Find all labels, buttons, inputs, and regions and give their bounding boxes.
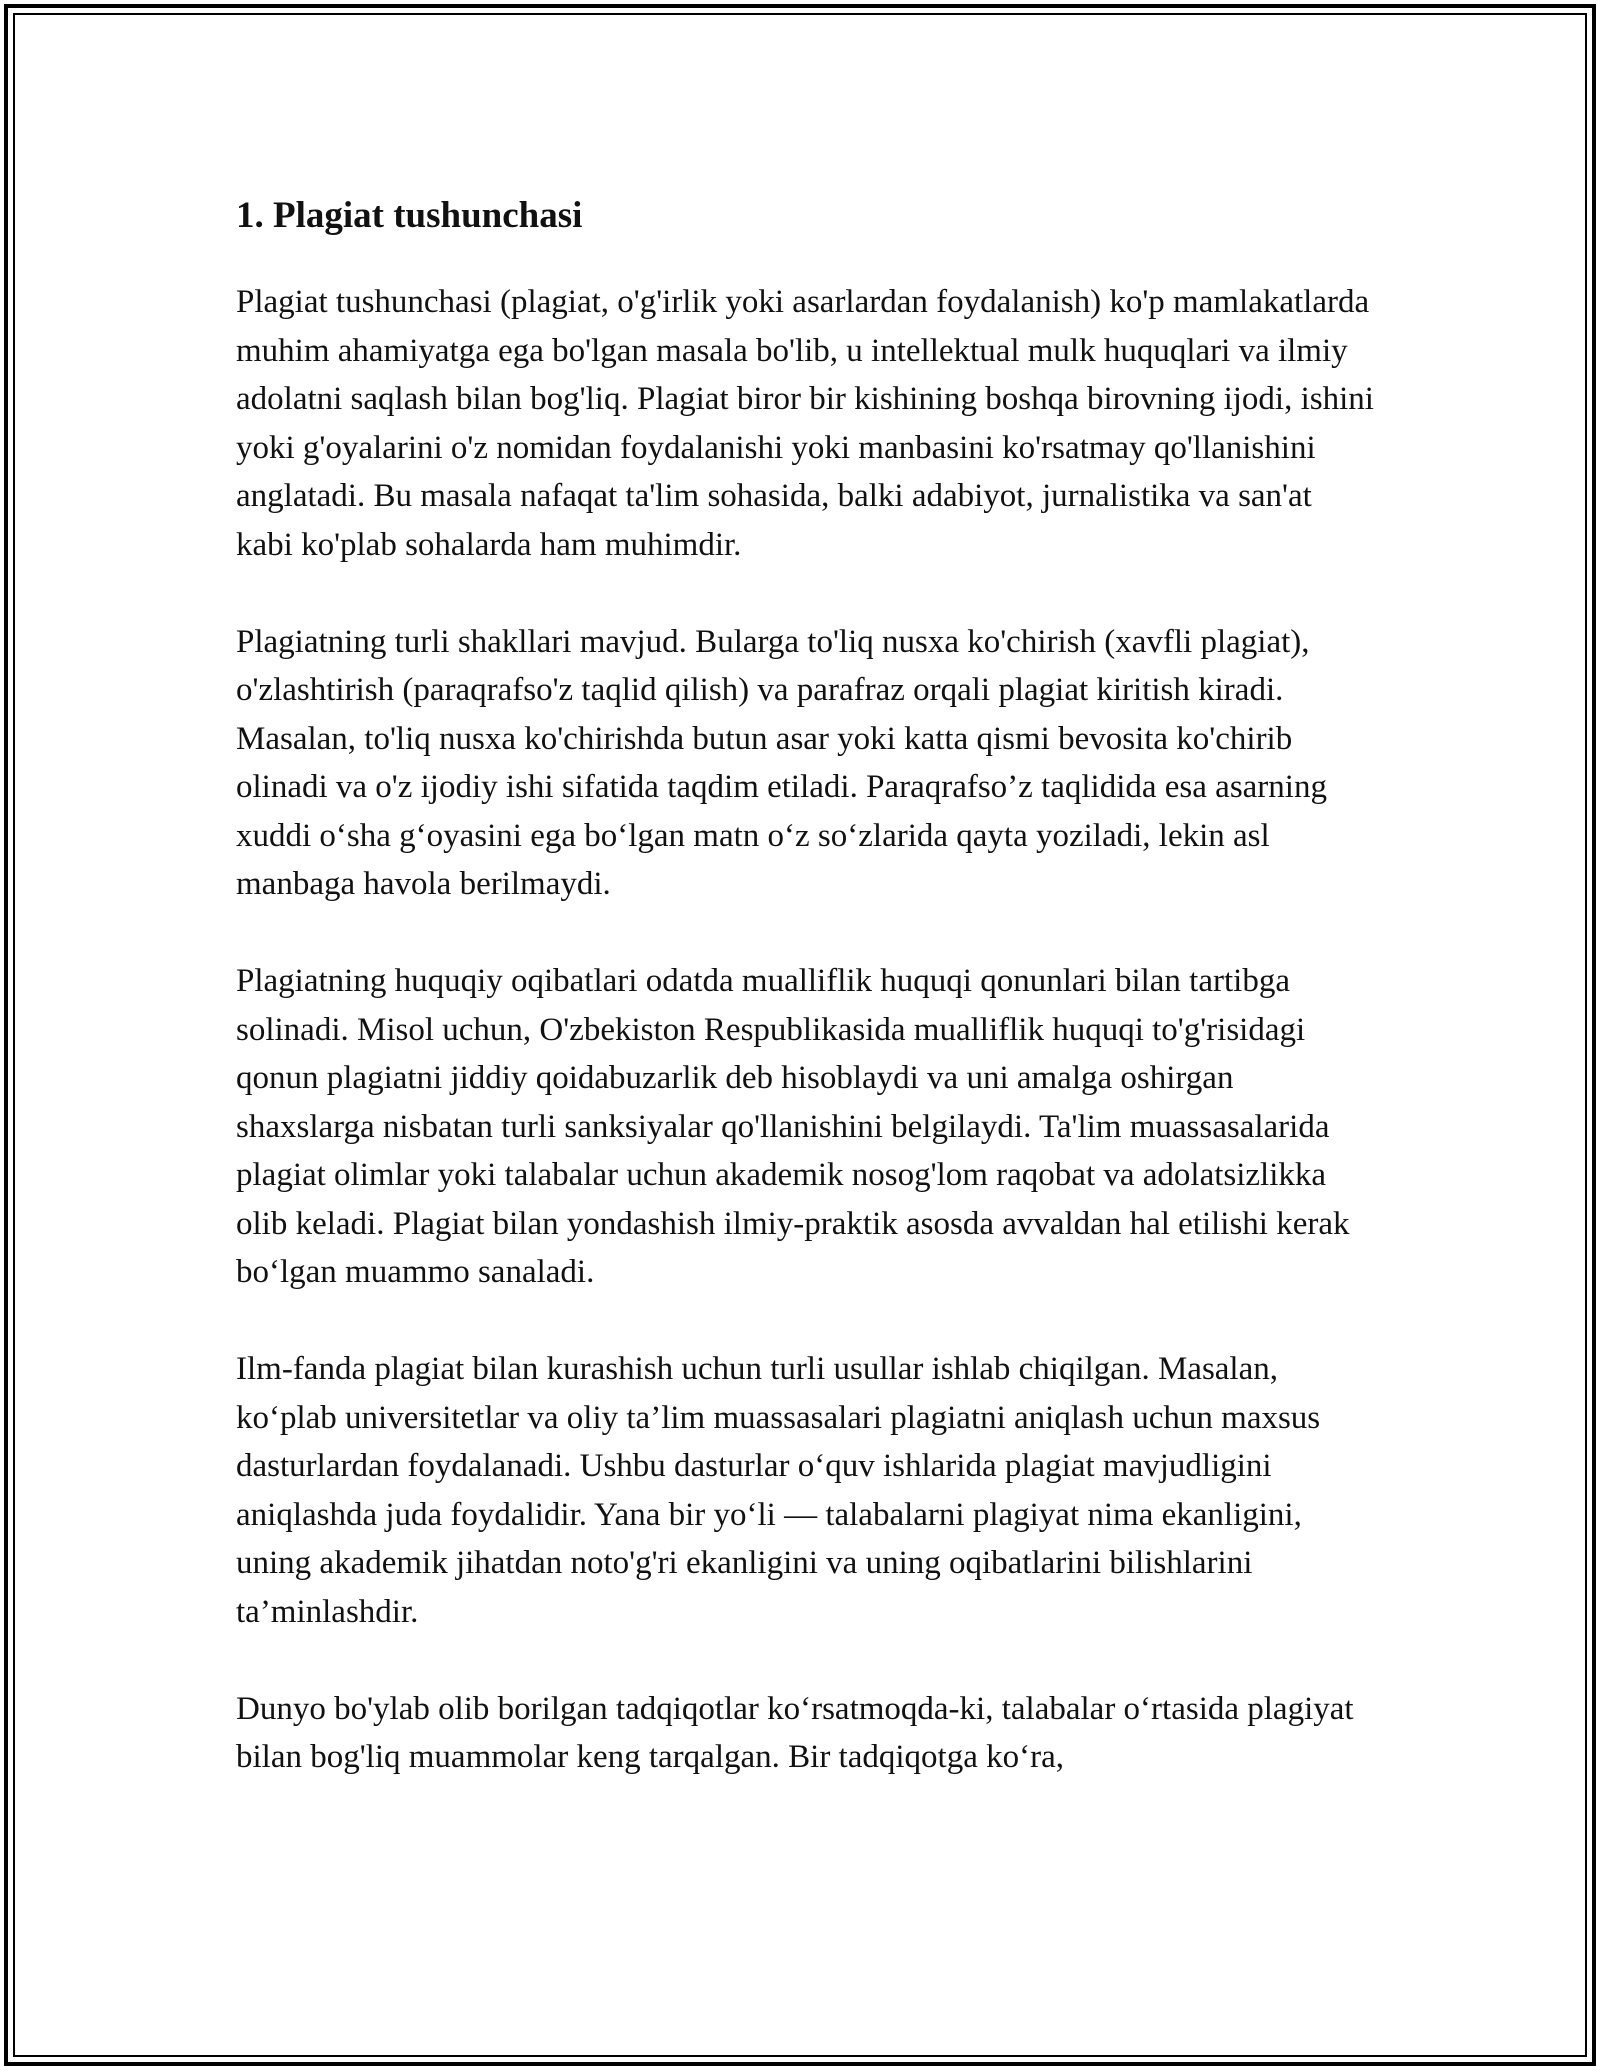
- section-heading: 1. Plagiat tushunchasi: [236, 195, 583, 236]
- paragraph-countermeasures: Ilm-fanda plagiat bilan kurashish uchun turli usullar ishlab chiqilgan. Masalan, ko‘plab universitetlar va oliy ta’lim muassasalari plagiatni aniqlash uchun maxsus dasturlardan foydalanadi. Ushbu dasturlar o‘quv ishlarida plagiat mavjudligini aniqlashda juda foydalidir. Yana bir yo‘li — talabalarni plagiyat nima ekanligini, uning akademik jihatdan noto'g'ri ekanligini va uning oqibatlarini bilishlarini ta’minlashdir.: [236, 1351, 1321, 1630]
- document-body: [236, 188, 1376, 1782]
- paragraph-definition: Plagiat tushunchasi (plagiat, o'g'irlik yoki asarlardan foydalanish) ko'p mamlakatlarda muhim ahamiyatga ega bo'lgan masala bo'lib, u intellektual mulk huquqlari va ilmiy adolatni saqlash bilan bog'liq. Plagiat biror bir kishining boshqa birovning ijodi, ishini yoki g'oyalarini o'z nomidan foydalanishi yoki manbasini ko'rsatmay qo'llanishini anglatadi. Bu masala nafaqat ta'lim sohasida, balki adabiyot, jurnalistika va san'at kabi ko'plab sohalarda ham muhimdir.: [236, 284, 1374, 563]
- paragraph-forms: Plagiatning turli shakllari mavjud. Bularga to'liq nusxa ko'chirish (xavfli plagiat), o'zlashtirish (paraqrafso'z taqlid qilish) va parafraz orqali plagiat kiritish kiradi. Masalan, to'liq nusxa ko'chirishda butun asar yoki katta qismi bevosita ko'chirib olinadi va o'z ijodiy ishi sifatida taqdim etiladi. Paraqrafso’z taqlidida esa asarning xuddi o‘sha g‘oyasini ega bo‘lgan matn o‘z so‘zlarida qayta yoziladi, lekin asl manbaga havola berilmaydi.: [236, 623, 1327, 902]
- paragraph-legal-consequences: Plagiatning huquqiy oqibatlari odatda mualliflik huquqi qonunlari bilan tartibga solinadi. Misol uchun, O'zbekiston Respublikasida mualliflik huquqi to'g'risidagi qonun plagiatni jiddiy qoidabuzarlik deb hisoblaydi va uni amalga oshirgan shaxslarga nisbatan turli sanksiyalar qo'llanishini belgilaydi. Ta'lim muassasalarida plagiat olimlar yoki talabalar uchun akademik nosog'lom raqobat va adolatsizlikka olib keladi. Plagiat bilan yondashish ilmiy-praktik asosda avvaldan hal etilishi kerak bo‘lgan muammo sanaladi.: [236, 963, 1350, 1290]
- paragraph-research: Dunyo bo'ylab olib borilgan tadqiqotlar ko‘rsatmoqda-ki, talabalar o‘rtasida plagiyat bilan bog'liq muammolar keng tarqalgan. Bir tadqiqotga ko‘ra,: [236, 1690, 1354, 1775]
